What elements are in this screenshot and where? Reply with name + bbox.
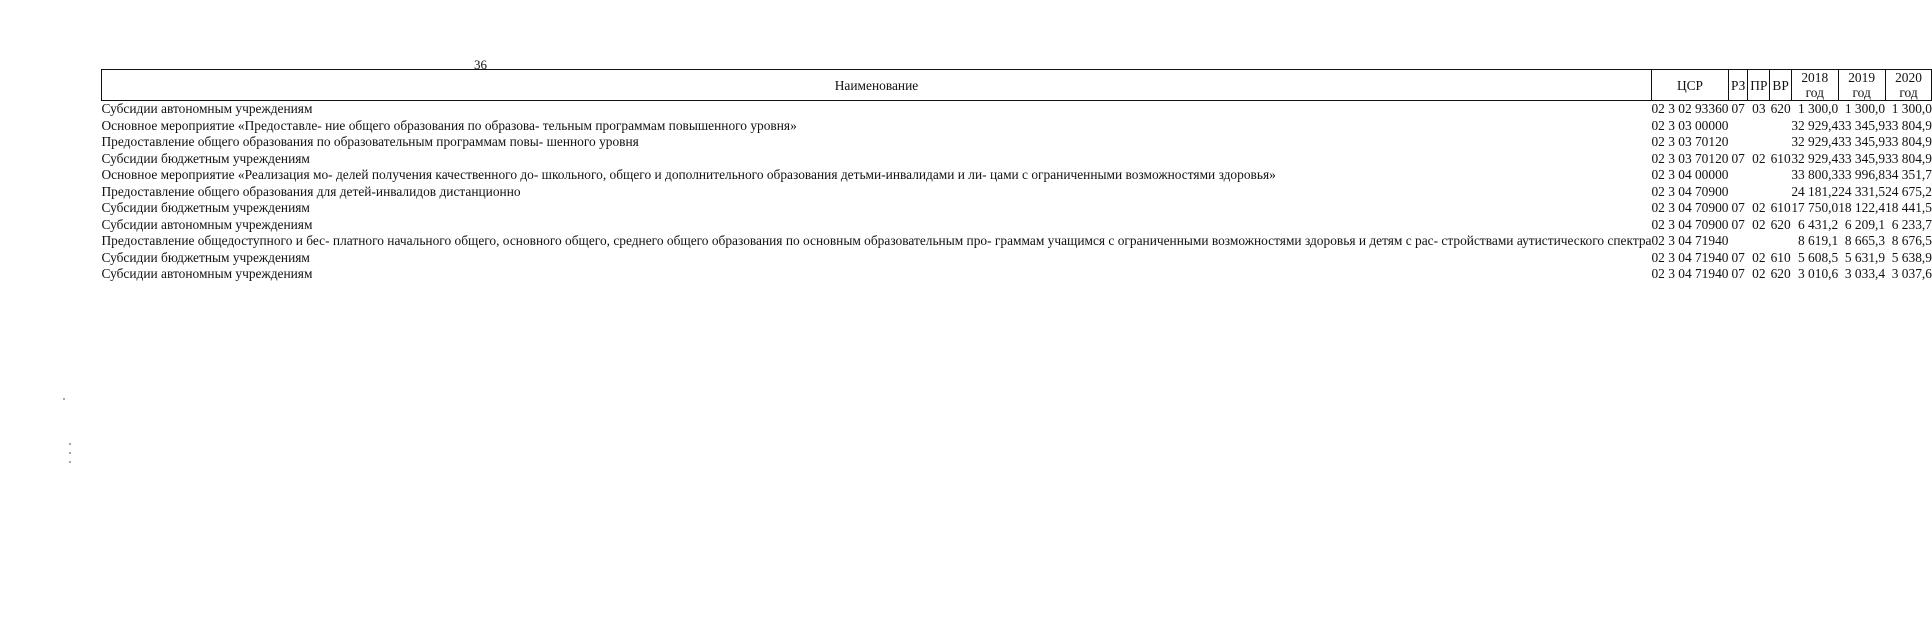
row-value-2020: 34 351,7 — [1885, 167, 1932, 182]
row-pr: 02 — [1752, 249, 1766, 265]
table-row — [102, 200, 1932, 217]
row-value-2018: 3 010,6 — [1798, 266, 1839, 281]
row-rz — [1728, 134, 1747, 151]
row-name: Субсидии бюджетным учреждениям — [101, 249, 310, 265]
row-value-2019: 5 631,9 — [1844, 249, 1886, 265]
row-value-2020: 33 804,9 — [1885, 150, 1932, 166]
row-vr — [1770, 233, 1791, 250]
row-value-2018: 6 431,2 — [1798, 216, 1839, 232]
row-pr: 02 — [1752, 200, 1766, 215]
scan-speck — [69, 461, 71, 463]
row-name: Основное мероприятие «Предоставле- ние общего образования по образова- тельным программам повышенного уровня» — [101, 117, 797, 133]
row-pr: 02 — [1752, 266, 1766, 281]
row-csr: 02 3 04 71940 — [1651, 233, 1729, 248]
row-vr: 620 — [1770, 266, 1791, 281]
row-rz: 07 — [1731, 266, 1745, 281]
table-row — [102, 184, 1932, 201]
row-csr: 02 3 03 70120 — [1651, 150, 1729, 166]
row-csr: 02 3 04 70900 — [1651, 200, 1729, 215]
row-value-2019: 6 209,1 — [1844, 216, 1886, 232]
scan-speck — [69, 443, 71, 445]
row-vr — [1770, 184, 1791, 201]
header-rz: РЗ — [1728, 70, 1747, 101]
row-value-2018: 32 929,4 — [1791, 150, 1839, 166]
row-rz — [1728, 118, 1747, 135]
row-rz — [1728, 184, 1747, 201]
row-vr: 620 — [1770, 216, 1791, 232]
header-vr: ВР — [1770, 70, 1791, 101]
row-value-2019: 33 345,9 — [1838, 134, 1886, 149]
row-csr: 02 3 04 71940 — [1651, 249, 1729, 265]
row-value-2020: 33 804,9 — [1885, 117, 1932, 133]
scan-speck — [63, 398, 65, 400]
row-value-2019: 1 300,0 — [1844, 101, 1886, 116]
table-row — [102, 233, 1932, 250]
row-vr: 610 — [1770, 200, 1791, 215]
row-name: Предоставление общего образования по образовательным программам повы- шенного уровня — [101, 134, 639, 149]
row-name: Субсидии бюджетным учреждениям — [101, 150, 310, 166]
row-csr: 02 3 03 00000 — [1651, 117, 1729, 133]
row-value-2018: 32 929,4 — [1791, 134, 1839, 149]
row-name: Предоставление общедоступного и бес- платного начального общего, основного общего, среднего общего образования по основным образовательным про- граммам учащимся с ограниченными возможностями здоровья и детям с рас- стройствами аутистического спектра — [101, 233, 1652, 248]
table-body — [102, 101, 1932, 283]
row-rz: 07 — [1731, 200, 1745, 215]
row-name: Основное мероприятие «Реализация мо- делей получения качественного до- школьного, общего и дополнительного образования детьми-инвалидами и ли- цами с ограниченными возможностями здоровья» — [101, 167, 1276, 182]
row-value-2018: 8 619,1 — [1798, 233, 1839, 248]
header-row — [102, 70, 1932, 101]
row-value-2019: 33 345,9 — [1838, 150, 1886, 166]
row-pr — [1748, 184, 1770, 201]
row-value-2020: 3 037,6 — [1891, 266, 1932, 281]
table-row — [102, 266, 1932, 283]
row-csr: 02 3 04 70900 — [1651, 183, 1729, 199]
row-value-2018: 1 300,0 — [1798, 101, 1839, 116]
row-vr — [1770, 134, 1791, 151]
page-number: 36 — [474, 57, 487, 72]
row-value-2019: 8 665,3 — [1844, 233, 1886, 248]
budget-table — [101, 69, 1932, 283]
row-rz: 07 — [1731, 216, 1745, 232]
row-rz: 07 — [1731, 150, 1745, 166]
row-vr: 610 — [1770, 150, 1791, 166]
row-pr: 02 — [1752, 216, 1766, 232]
table-row — [102, 250, 1932, 267]
table-row — [102, 217, 1932, 234]
row-vr: 610 — [1770, 249, 1791, 265]
header-2020: 2020 год — [1885, 70, 1932, 101]
table-row — [102, 151, 1932, 168]
row-pr — [1748, 233, 1770, 250]
row-value-2020: 33 804,9 — [1885, 134, 1932, 149]
row-pr: 03 — [1752, 101, 1766, 116]
row-name: Субсидии автономным учреждениям — [101, 101, 313, 116]
row-value-2018: 17 750,0 — [1791, 200, 1839, 215]
row-csr: 02 3 04 70900 — [1651, 216, 1729, 232]
table-header — [102, 70, 1932, 101]
row-value-2018: 5 608,5 — [1798, 249, 1839, 265]
row-vr — [1770, 167, 1791, 184]
row-value-2019: 33 345,9 — [1838, 117, 1886, 133]
row-name: Предоставление общего образования для детей-инвалидов дистанционно — [101, 183, 521, 199]
table-row — [102, 118, 1932, 135]
row-value-2020: 24 675,2 — [1885, 183, 1932, 199]
row-rz: 07 — [1731, 101, 1745, 116]
row-value-2019: 24 331,5 — [1838, 183, 1886, 199]
row-value-2020: 1 300,0 — [1891, 101, 1932, 116]
row-value-2018: 24 181,2 — [1791, 183, 1839, 199]
row-name: Субсидии автономным учреждениям — [101, 216, 313, 232]
row-csr: 02 3 02 93360 — [1651, 101, 1729, 116]
row-rz — [1728, 167, 1747, 184]
row-value-2019: 18 122,4 — [1838, 200, 1886, 215]
row-value-2020: 6 233,7 — [1891, 216, 1932, 232]
row-pr — [1748, 134, 1770, 151]
row-value-2019: 3 033,4 — [1844, 266, 1886, 281]
row-pr — [1748, 118, 1770, 135]
header-csr: ЦСР — [1651, 70, 1728, 101]
header-2019: 2019 год — [1838, 70, 1885, 101]
header-pr: ПР — [1748, 70, 1770, 101]
header-name: Наименование — [102, 70, 1652, 101]
row-value-2020: 8 676,5 — [1891, 233, 1932, 248]
row-vr: 620 — [1770, 101, 1791, 116]
table-row — [102, 101, 1932, 118]
row-value-2020: 18 441,5 — [1885, 200, 1932, 215]
row-csr: 02 3 04 00000 — [1651, 167, 1729, 182]
scan-speck — [69, 452, 71, 454]
row-value-2018: 32 929,4 — [1791, 117, 1839, 133]
header-2018: 2018 год — [1791, 70, 1838, 101]
row-pr: 02 — [1752, 150, 1766, 166]
row-csr: 02 3 04 71940 — [1651, 266, 1729, 281]
row-csr: 02 3 03 70120 — [1651, 134, 1729, 149]
row-rz — [1728, 233, 1747, 250]
row-value-2018: 33 800,3 — [1791, 167, 1839, 182]
row-value-2019: 33 996,8 — [1838, 167, 1886, 182]
row-name: Субсидии автономным учреждениям — [101, 266, 313, 281]
row-name: Субсидии бюджетным учреждениям — [101, 200, 310, 215]
table-row — [102, 167, 1932, 184]
row-pr — [1748, 167, 1770, 184]
row-rz: 07 — [1731, 249, 1745, 265]
row-vr — [1770, 118, 1791, 135]
table-row — [102, 134, 1932, 151]
row-value-2020: 5 638,9 — [1891, 249, 1932, 265]
